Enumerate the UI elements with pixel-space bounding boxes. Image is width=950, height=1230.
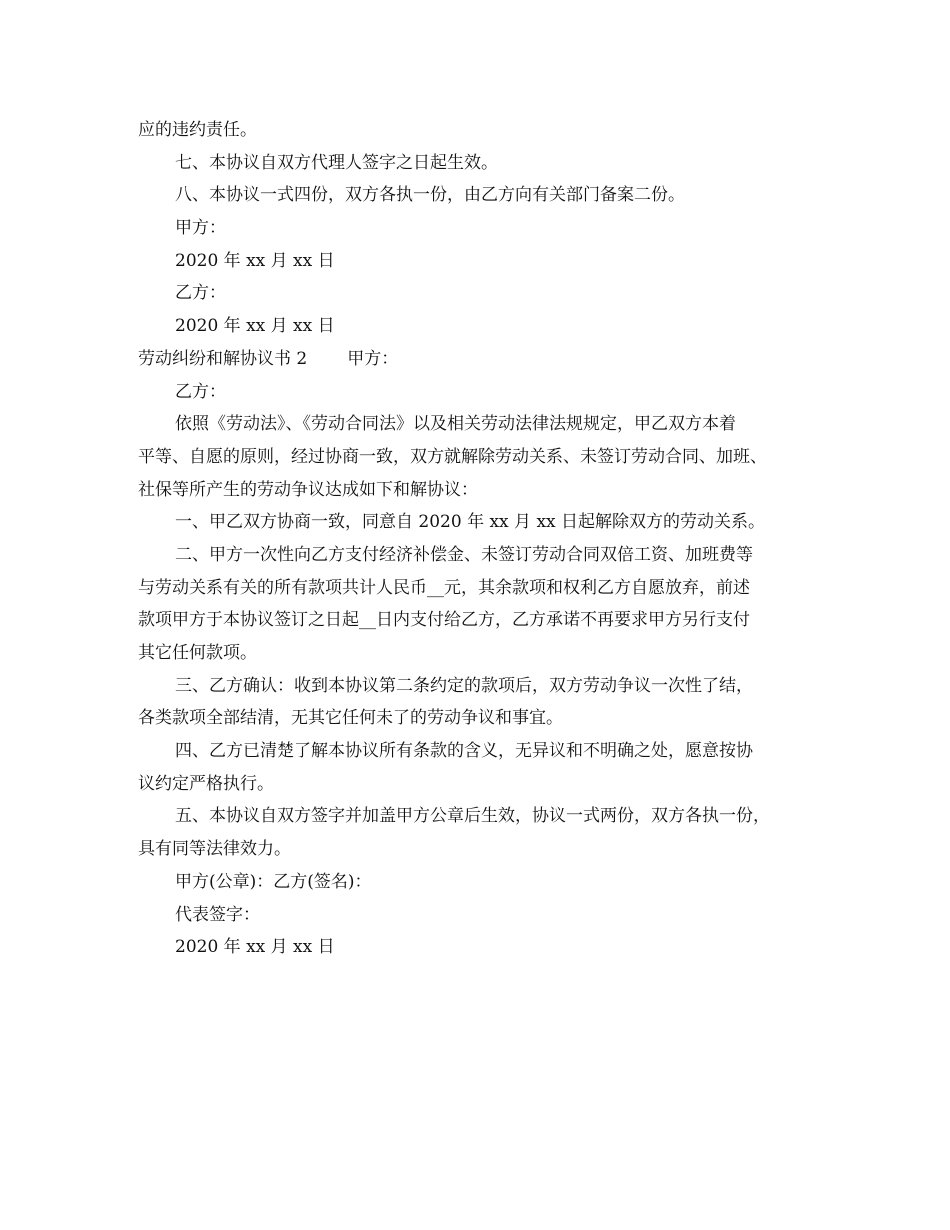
clause-3-cont: 各类款项全部结清，无其它任何未了的劳动争议和事宜。 [138, 708, 563, 729]
date-line: 2020 年 xx 月 xx 日 [175, 250, 335, 271]
clause-2-cont: 款项甲方于本协议签订之日起__日内支付给乙方，乙方承诺不再要求甲方另行支付 [138, 610, 750, 631]
clause-2-cont: 其它任何款项。 [138, 643, 257, 663]
clause-8: 八、本协议一式四份，双方各执一份，由乙方向有关部门备案二份。 [175, 185, 685, 206]
representative-signature: 代表签字： [175, 904, 260, 925]
date-line: 2020 年 xx 月 xx 日 [175, 937, 335, 958]
signature-line: 甲方(公章)：乙方(签名)： [175, 871, 372, 892]
text-line: 应的违约责任。 [138, 120, 257, 140]
preamble-line: 平等、自愿的原则，经过协商一致，双方就解除劳动关系、未签订劳动合同、加班、 [138, 446, 767, 467]
clause-2-cont: 与劳动关系有关的所有款项共计人民币__元，其余款项和权利乙方自愿放弃，前述 [138, 577, 750, 598]
clause-7: 七、本协议自双方代理人签字之日起生效。 [175, 152, 498, 173]
clause-4-cont: 议约定严格执行。 [138, 773, 274, 794]
document-body [138, 114, 818, 964]
party-b-label: 乙方： [175, 381, 226, 402]
party-a-label: 甲方： [347, 348, 399, 369]
clause-5: 五、本协议自双方签字并加盖甲方公章后生效，协议一式两份，双方各执一份， [175, 806, 770, 827]
preamble-line: 社保等所产生的劳动争议达成如下和解协议： [138, 479, 478, 500]
document-title: 劳动纠纷和解协议书 2 [138, 348, 308, 369]
clause-1: 一、甲乙双方协商一致，同意自 2020 年 xx 月 xx 日起解除双方的劳动关系。 [175, 512, 766, 533]
clause-2: 二、甲方一次性向乙方支付经济补偿金、未签订劳动合同双倍工资、加班费等 [175, 544, 753, 565]
preamble-line: 依照《劳动法》、《劳动合同法》以及相关劳动法律法规规定，甲乙双方本着 [175, 414, 736, 435]
document-heading [138, 343, 818, 376]
clause-4: 四、乙方已清楚了解本协议所有条款的含义，无异议和不明确之处，愿意按协 [175, 741, 753, 762]
party-a-label: 甲方： [175, 218, 226, 239]
clause-5-cont: 具有同等法律效力。 [138, 839, 291, 860]
party-b-label: 乙方： [175, 283, 226, 304]
date-line: 2020 年 xx 月 xx 日 [175, 316, 335, 337]
clause-3: 三、乙方确认：收到本协议第二条约定的款项后，双方劳动争议一次性了结， [175, 675, 753, 696]
